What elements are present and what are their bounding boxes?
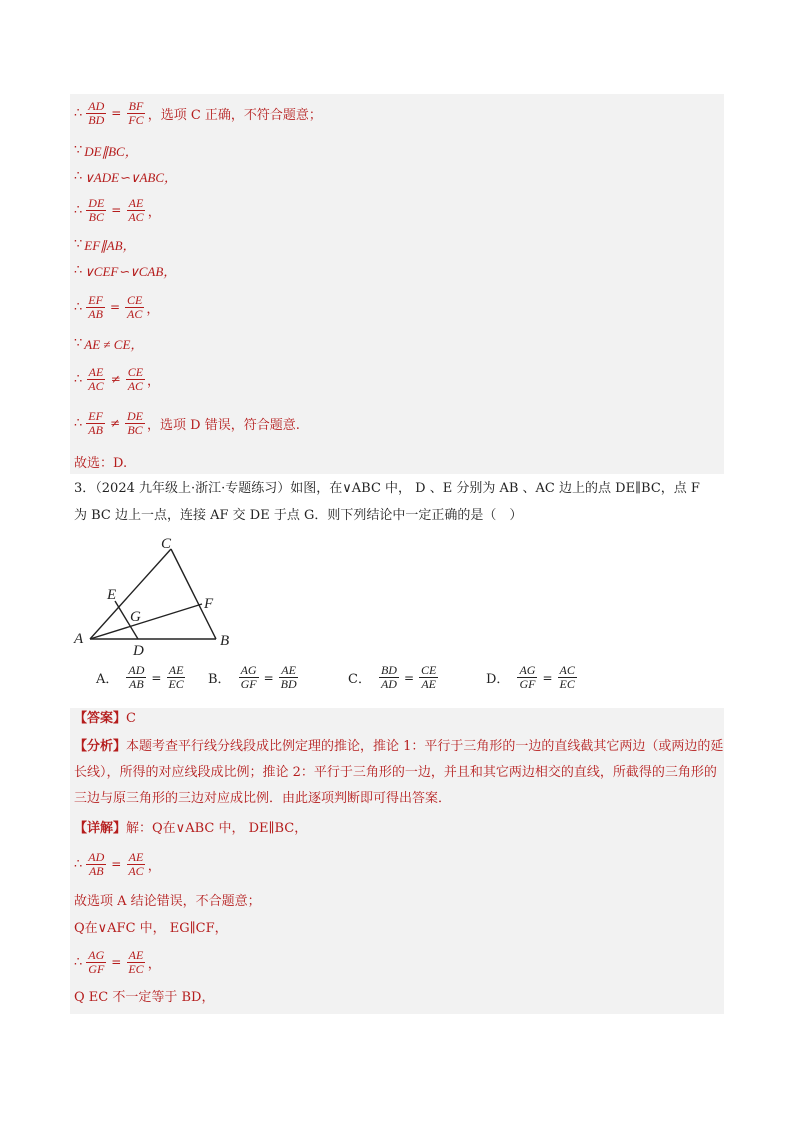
option-a[interactable]: A． $\frac{AD}{AB}$ = $\frac{AE}{EC}$ [96,663,184,691]
label-e: E [107,587,117,603]
label-a: A [74,631,84,647]
option-c[interactable]: C． $\frac{BD}{AD}$ = $\frac{CE}{AE}$ [348,663,437,691]
detail-line-1: 【详解】解：Q在∨ABC 中， DE∥BC， [74,821,308,836]
solution-line-8: ∵ AE ≠ CE， [74,335,144,352]
solution-line-3: ∴ ∨ADE∽∨ABC， [74,168,178,185]
solution-line-2: ∵ DE∥BC， [74,142,138,159]
solution-line-1: ∴ $\frac{AD}{BD}$ = $\frac{BF}{FC}$ ，选项 C 正确，不符合题意； [74,98,322,127]
side-bc [171,549,216,639]
label-g: G [130,609,141,625]
detail-line-4: Q在∨AFC 中， EG∥CF， [74,921,228,936]
detail-line-3: 故选项 A 结论错误，不合题意； [74,894,261,909]
solution-line-6: ∴ ∨CEF∽∨CAB， [74,262,177,279]
fraction: $\frac{BF}{FC}$ [128,98,144,127]
solution-line-4: ∴ $\frac{DE}{BC}$ = $\frac{AE}{AC}$ ， [74,195,161,224]
solution-line-7: ∴ $\frac{EF}{AB}$ = $\frac{CE}{AC}$ ， [74,292,160,321]
solution-line-9: ∴ $\frac{AE}{AC}$ ≠ $\frac{CE}{AC}$ ， [74,364,161,393]
solution-line-11: 故选：D. [74,455,128,471]
segment-af [90,604,202,639]
solution-line-5: ∵ EF∥AB， [74,236,136,253]
option-d[interactable]: D． $\frac{AG}{GF}$ = $\frac{AC}{EC}$ [486,663,575,691]
option-b[interactable]: B． $\frac{AG}{GF}$ = $\frac{AE}{BD}$ [208,663,297,691]
fraction: $\frac{AD}{BD}$ [88,98,105,127]
question-line-1: 3．（2024 九年级上·浙江·专题练习）如图，在∨ABC 中， D 、E 分别为 AB 、AC 边上的点 DE∥BC，点 F [74,481,700,496]
label-d: D [133,643,144,659]
question-line-2: 为 BC 边上一点，连接 AF 交 DE 于点 G．则下列结论中一定正确的是（ ） [74,508,523,523]
answer-line: 【答案】C [74,711,136,726]
analysis-paragraph: 【分析】本题考查平行线分线段成比例定理的推论，推论 1：平行于三角形的一边的直线截其它两边（或两边的延长线），所得的对应线段成比例；推论 2：平行于三角形的一边，并且和其它两边相交的直线，所截得的三角形的三边与原三角形的三边对应成比例．由此逐项判断即可得出答案． [74,739,724,806]
detail-line-6: Q EC 不一定等于 BD， [74,990,215,1005]
triangle-figure [68,530,248,660]
label-f: F [204,596,214,612]
label-c: C [161,536,172,552]
detail-line-2: ∴ $\frac{AD}{AB}$ = $\frac{AE}{AC}$ ， [74,849,161,878]
label-b: B [220,633,230,649]
solution-line-10: ∴ $\frac{EF}{AB}$ ≠ $\frac{DE}{BC}$ ，选项 D 错误，符合题意. [74,408,300,437]
detail-line-5: ∴ $\frac{AG}{GF}$ = $\frac{AE}{EC}$ ， [74,947,161,976]
